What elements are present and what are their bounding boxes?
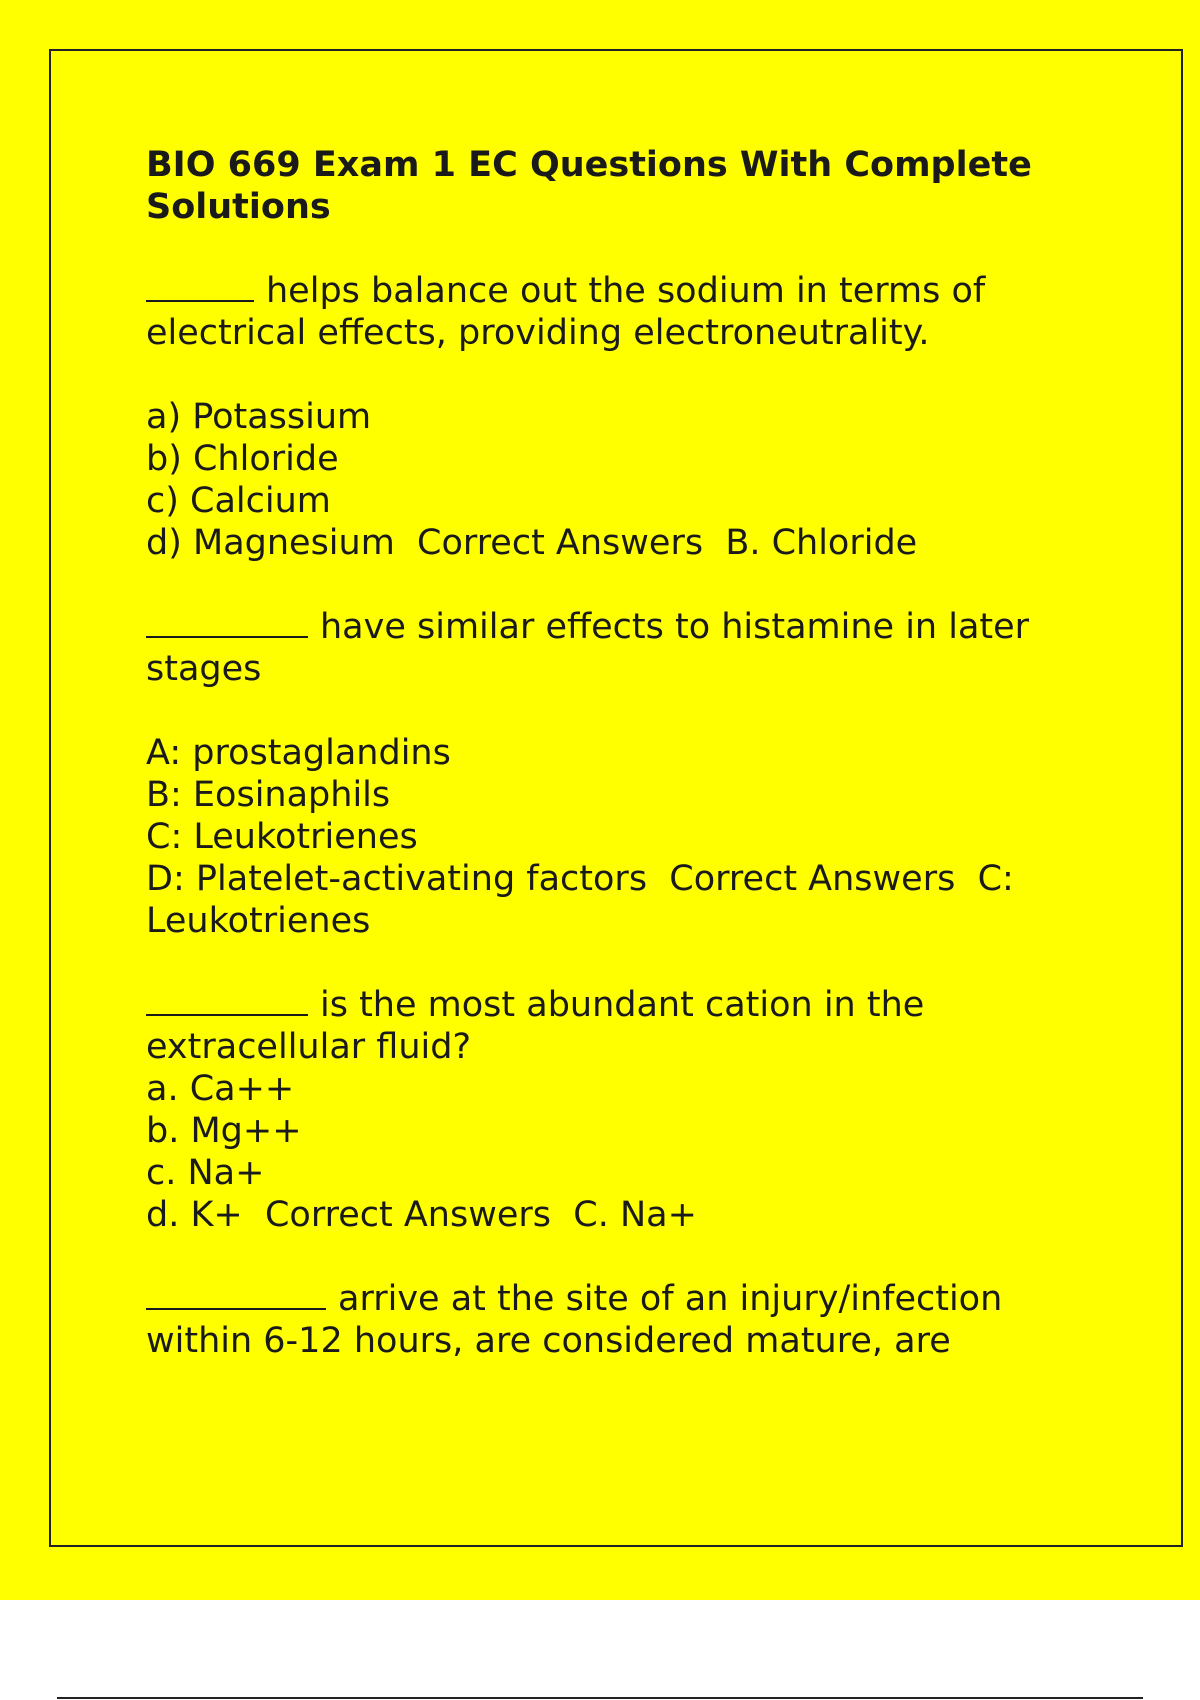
title-line-1: BIO 669 Exam 1 EC Questions With Complete [146, 145, 1032, 185]
title-line-2: Solutions [146, 187, 331, 227]
question-2-stem-line-2: stages [146, 649, 262, 689]
question-1-stem-line-1 [146, 270, 1096, 312]
document-body [146, 144, 1096, 1404]
question-3-stem-text-1: is the most abundant cation in the [320, 985, 925, 1025]
question-2-option-d-answer: D: Platelet-activating factors Correct Answers C: [146, 859, 1014, 899]
question-4-stem-line-2: within 6-12 hours, are considered mature, are [146, 1321, 951, 1361]
question-2-answer-continued: Leukotrienes [146, 901, 371, 941]
question-3-option-a: a. Ca++ [146, 1069, 295, 1109]
question-1-stem-text-1: helps balance out the sodium in terms of [266, 271, 986, 311]
question-3-blank [146, 984, 308, 1016]
question-3-stem-line-1 [146, 984, 1096, 1026]
question-3-stem-line-2: extracellular fluid? [146, 1027, 472, 1067]
question-2-option-a: A: prostaglandins [146, 733, 451, 773]
document-title [146, 144, 1096, 228]
question-2-blank [146, 606, 308, 638]
question-1-blank [146, 270, 254, 302]
question-2-stem-text-1: have similar effects to histamine in later [320, 607, 1030, 647]
question-4-blank [146, 1278, 326, 1310]
question-1-option-d-answer: d) Magnesium Correct Answers B. Chloride [146, 523, 918, 563]
question-1-stem-line-2: electrical effects, providing electroneutrality. [146, 313, 930, 353]
question-4 [146, 1278, 1096, 1362]
question-2 [146, 606, 1096, 942]
question-2-option-b: B: Eosinaphils [146, 775, 391, 815]
question-3-option-d-answer: d. K+ Correct Answers C. Na+ [146, 1195, 697, 1235]
question-3-option-c: c. Na+ [146, 1153, 265, 1193]
question-3-option-b: b. Mg++ [146, 1111, 302, 1151]
question-1-option-b: b) Chloride [146, 439, 339, 479]
question-1-option-a: a) Potassium [146, 397, 372, 437]
question-1-option-c: c) Calcium [146, 481, 331, 521]
footer-rule [57, 1697, 1143, 1699]
question-3 [146, 984, 1096, 1236]
question-2-stem-line-1 [146, 606, 1096, 648]
question-4-stem-line-1 [146, 1278, 1096, 1320]
question-1 [146, 270, 1096, 564]
question-2-option-c: C: Leukotrienes [146, 817, 418, 857]
question-4-stem-text-1: arrive at the site of an injury/infection [338, 1279, 1003, 1319]
